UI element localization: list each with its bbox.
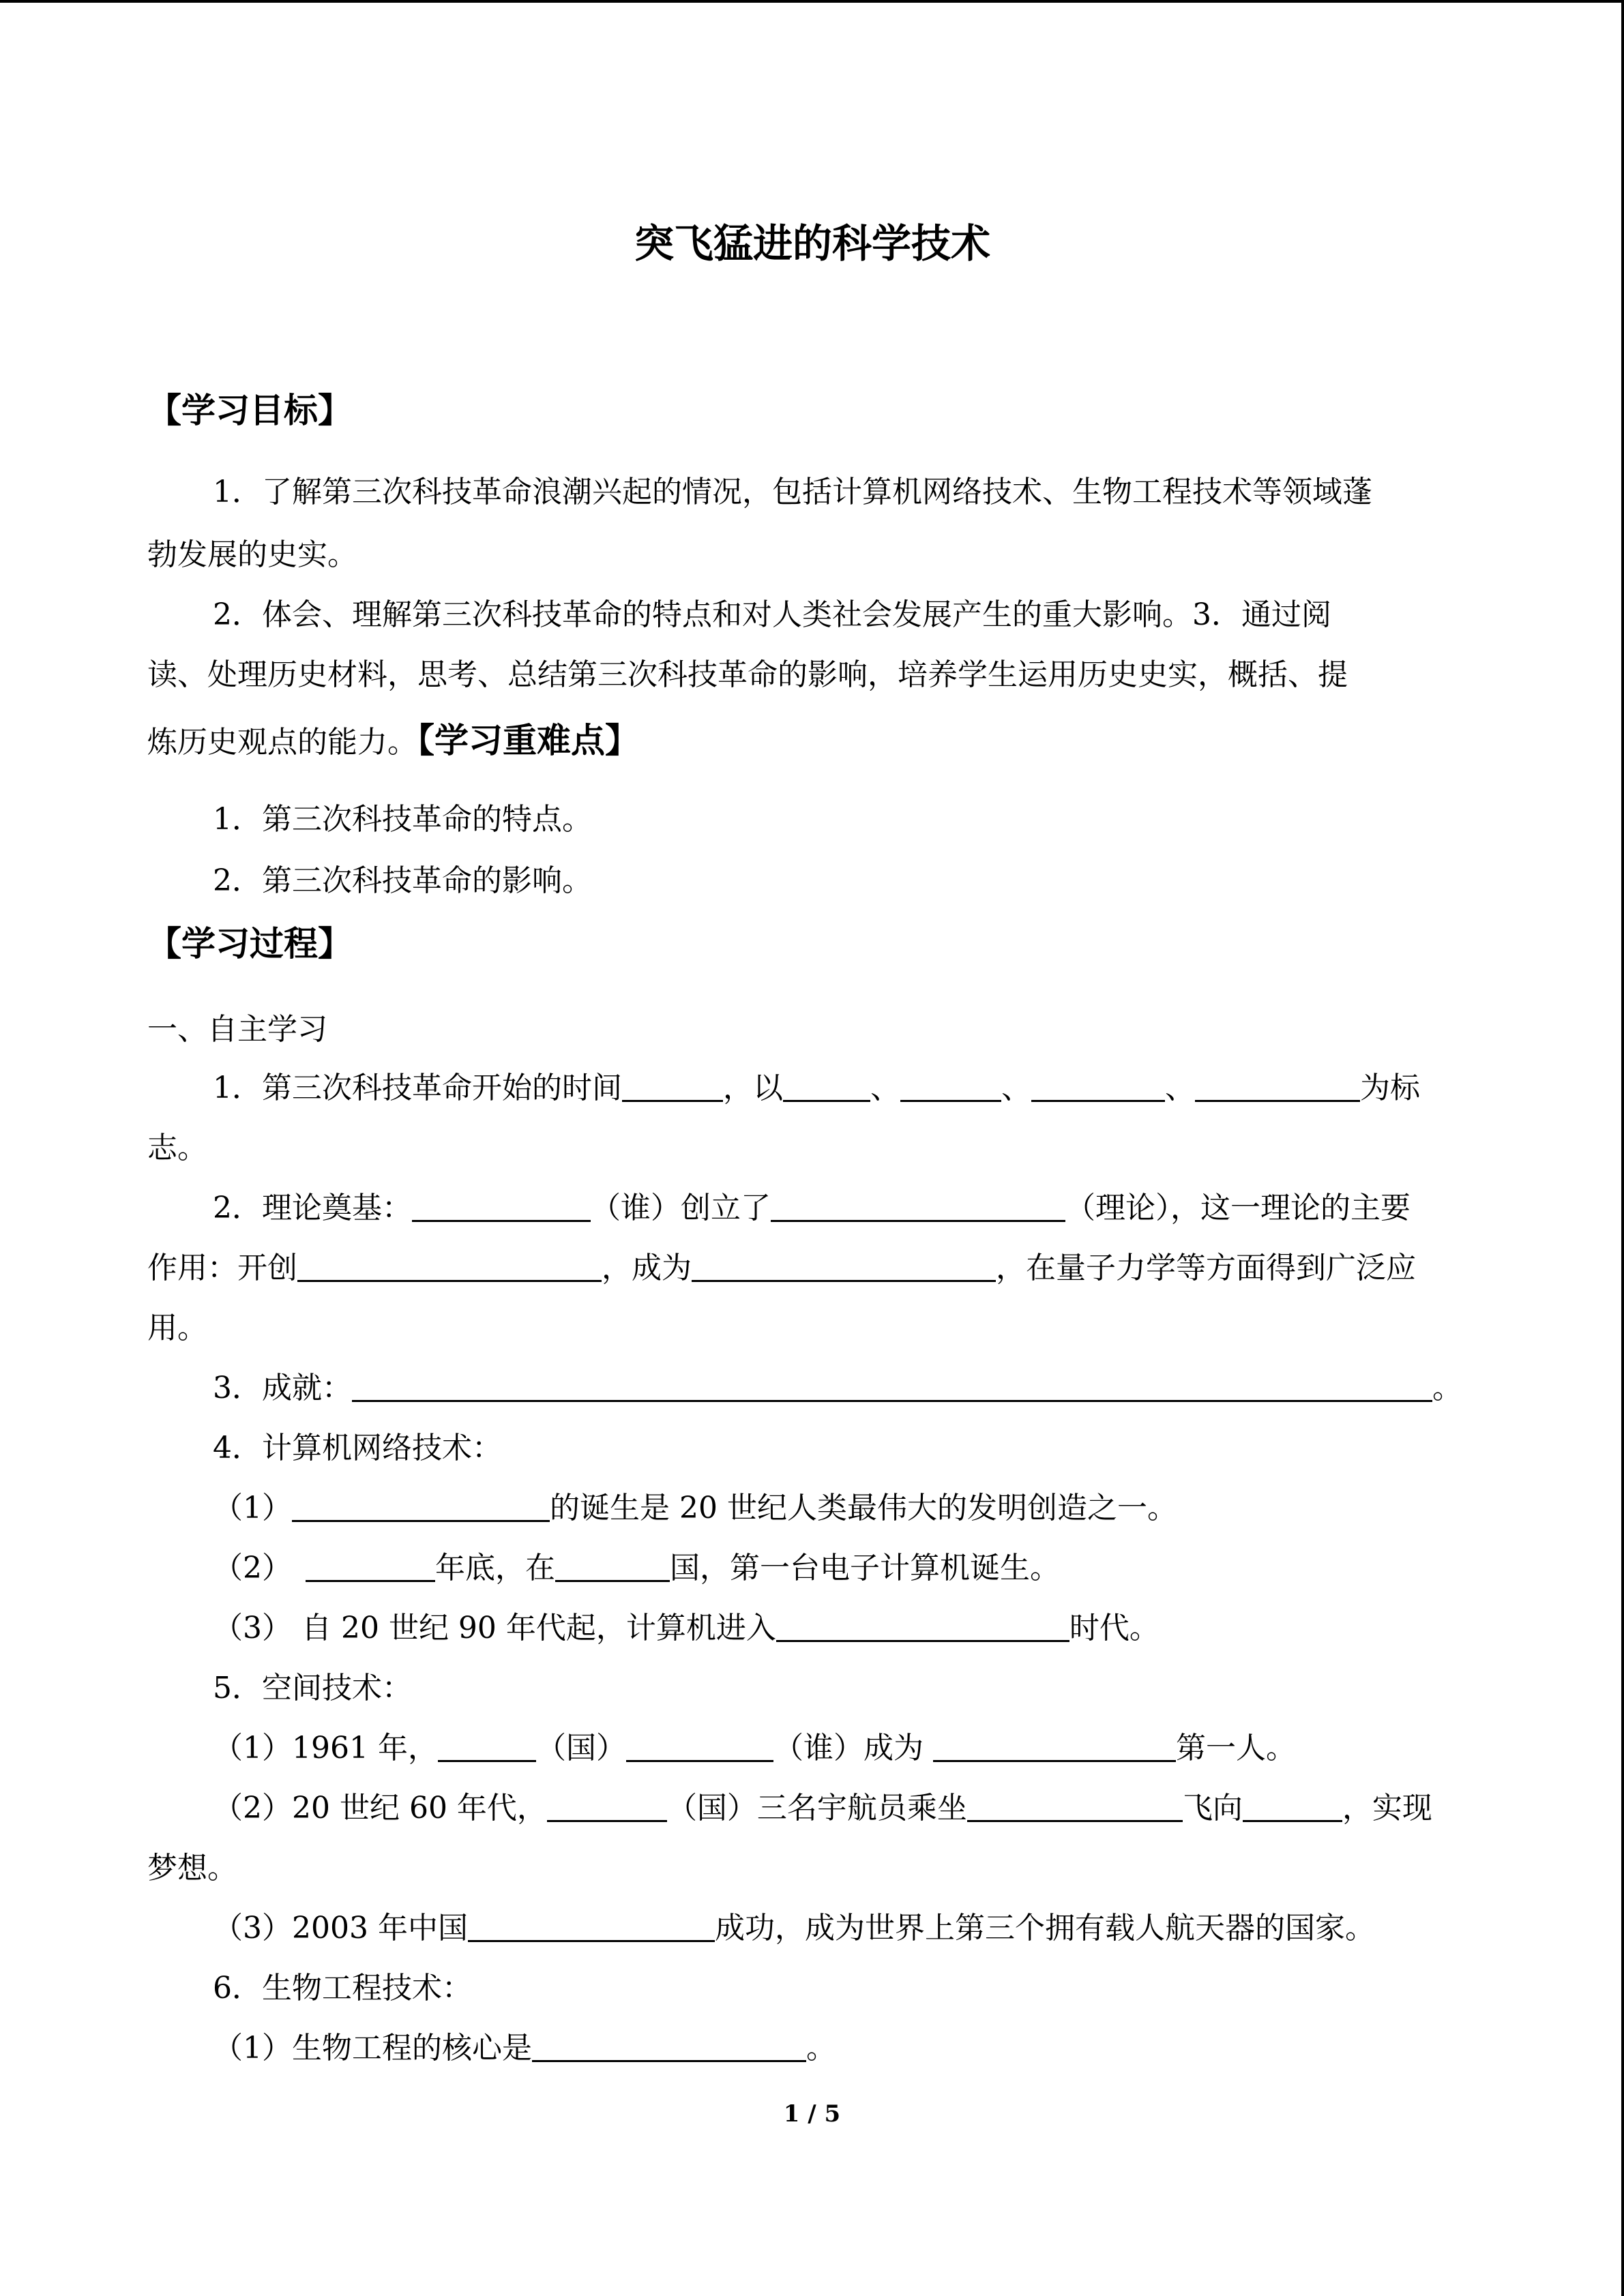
question-5-title: 5．空间技术： — [213, 1671, 412, 1705]
q2-blank-theory[interactable] — [771, 1190, 1065, 1222]
question-1-line2: 志。 — [147, 1131, 207, 1165]
question-6-sub1 — [147, 2028, 1543, 2069]
q2-text-line2c: ，在量子力学等方面得到广泛应 — [996, 1251, 1416, 1285]
q1-blank-1[interactable] — [783, 1070, 870, 1102]
q1-text-g: 为标 — [1360, 1071, 1420, 1105]
keypoint-2: 2．第三次科技革命的影响。 — [213, 863, 592, 898]
q1-blank-2[interactable] — [900, 1070, 1001, 1102]
objective-2-line3-text: 炼历史观点的能力。 — [147, 725, 417, 760]
q5-s1-blank-who[interactable] — [626, 1730, 773, 1762]
q4-s3-text-b: 时代。 — [1069, 1611, 1160, 1645]
q5-s1-text-a: （1）1961 年， — [213, 1731, 438, 1765]
q5-s2-blank-dest[interactable] — [1243, 1790, 1342, 1822]
q5-s1-text-b: （国） — [535, 1731, 626, 1765]
q6-s1-text-a: （1）生物工程的核心是 — [213, 2031, 532, 2066]
q5-s1-blank-first[interactable] — [933, 1730, 1176, 1762]
q2-blank-create[interactable] — [297, 1250, 602, 1282]
question-2-line2 — [147, 1248, 1477, 1289]
section-self-study: 一、自主学习 — [147, 1012, 327, 1047]
q2-text-a: 2．理论奠基： — [213, 1191, 412, 1225]
q1-text-b: ，以 — [723, 1071, 783, 1105]
q5-s1-text-c: （谁）成为 — [773, 1731, 933, 1765]
q1-blank-4[interactable] — [1195, 1070, 1360, 1102]
q2-blank-who[interactable] — [412, 1190, 591, 1222]
q2-text-line2a: 作用：开创 — [147, 1251, 297, 1285]
q5-s2-text-d: ，实现 — [1342, 1791, 1432, 1825]
q5-s3-blank[interactable] — [468, 1910, 715, 1942]
question-2-line3: 用。 — [147, 1311, 207, 1345]
q1-sep-2: 、 — [1001, 1071, 1031, 1105]
question-4-title: 4．计算机网络技术： — [213, 1431, 502, 1465]
q2-text-line2b: ，成为 — [602, 1251, 692, 1285]
q5-s1-blank-country[interactable] — [438, 1730, 536, 1762]
q4-s3-text-a: （3） 自 20 世纪 90 年代起，计算机进入 — [213, 1611, 776, 1645]
objective-2-line2: 读、处理历史材料，思考、总结第三次科技革命的影响，培养学生运用历史史实，概括、提 — [147, 657, 1348, 692]
q2-text-c: （理论），这一理论的主要 — [1065, 1191, 1411, 1225]
q6-s1-blank[interactable] — [532, 2030, 806, 2062]
q4-s2-text-c: 国，第一台电子计算机诞生。 — [670, 1551, 1060, 1585]
q1-sep-1: 、 — [870, 1071, 900, 1105]
q1-text-a: 1．第三次科技革命开始的时间 — [213, 1071, 622, 1105]
q6-s1-text-b: 。 — [806, 2031, 836, 2066]
q5-s1-text-d: 第一人。 — [1175, 1731, 1296, 1765]
objective-2-line1: 2．体会、理解第三次科技革命的特点和对人类社会发展产生的重大影响。3．通过阅 — [213, 597, 1331, 632]
question-4-sub3 — [147, 1608, 1543, 1649]
q4-s3-blank[interactable] — [776, 1610, 1069, 1642]
objective-1-line2: 勃发展的史实。 — [147, 537, 357, 572]
page-number: 1 / 5 — [783, 2100, 841, 2128]
q5-s2-text-c: 飞向 — [1182, 1791, 1243, 1825]
q5-s2-text-b: （国）三名宇航员乘坐 — [666, 1791, 967, 1825]
q5-s2-blank-country[interactable] — [547, 1790, 667, 1822]
q5-s3-text-b: 成功，成为世界上第三个拥有载人航天器的国家。 — [714, 1911, 1375, 1945]
question-5-sub2 — [147, 1788, 1543, 1829]
question-1-line1 — [147, 1068, 1543, 1109]
q3-text-a: 3．成就： — [213, 1371, 352, 1405]
q3-text-b: 。 — [1432, 1371, 1462, 1405]
q4-s2-text-a: （2） — [213, 1551, 292, 1585]
question-4-sub1 — [147, 1488, 1543, 1529]
q4-s2-blank-year[interactable] — [306, 1550, 435, 1582]
keypoint-1: 1．第三次科技革命的特点。 — [213, 802, 592, 837]
q4-s1-text-a: （1） — [213, 1491, 292, 1525]
question-6-title: 6．生物工程技术： — [213, 1971, 472, 2006]
heading-process: 【学习过程】 — [147, 924, 352, 964]
question-5-sub3 — [147, 1908, 1543, 1949]
q5-s3-text-a: （3）2003 年中国 — [213, 1911, 468, 1945]
q3-blank-achievements[interactable] — [352, 1370, 1432, 1402]
q4-s2-text-b: 年底，在 — [435, 1551, 555, 1585]
q1-sep-3: 、 — [1165, 1071, 1195, 1105]
q4-s2-blank-country[interactable] — [555, 1550, 670, 1582]
objective-2-line3 — [147, 720, 1477, 763]
heading-keypoints: 【学习重难点】 — [417, 721, 639, 760]
question-4-sub2 — [147, 1548, 1543, 1589]
q2-blank-become[interactable] — [692, 1250, 996, 1282]
question-5-sub2-line2: 梦想。 — [147, 1851, 237, 1885]
q4-s1-blank[interactable] — [292, 1490, 550, 1522]
heading-objectives: 【学习目标】 — [147, 391, 352, 430]
page-title: 突飞猛进的科学技术 — [634, 220, 990, 267]
objective-1-line1: 1．了解第三次科技革命浪潮兴起的情况，包括计算机网络技术、生物工程技术等领域蓬 — [213, 475, 1372, 509]
question-3 — [147, 1368, 1543, 1409]
q2-text-b: （谁）创立了 — [591, 1191, 771, 1225]
q4-s1-text-b: 的诞生是 20 世纪人类最伟大的发明创造之一。 — [550, 1491, 1177, 1525]
q5-s2-blank-craft[interactable] — [967, 1790, 1183, 1822]
q1-blank-3[interactable] — [1031, 1070, 1165, 1102]
top-border — [0, 0, 1624, 3]
question-5-sub1 — [147, 1728, 1543, 1769]
question-2-line1 — [147, 1188, 1543, 1229]
q1-blank-time[interactable] — [622, 1070, 723, 1102]
right-border — [1621, 0, 1624, 2296]
q5-s2-text-a: （2）20 世纪 60 年代， — [213, 1791, 547, 1825]
